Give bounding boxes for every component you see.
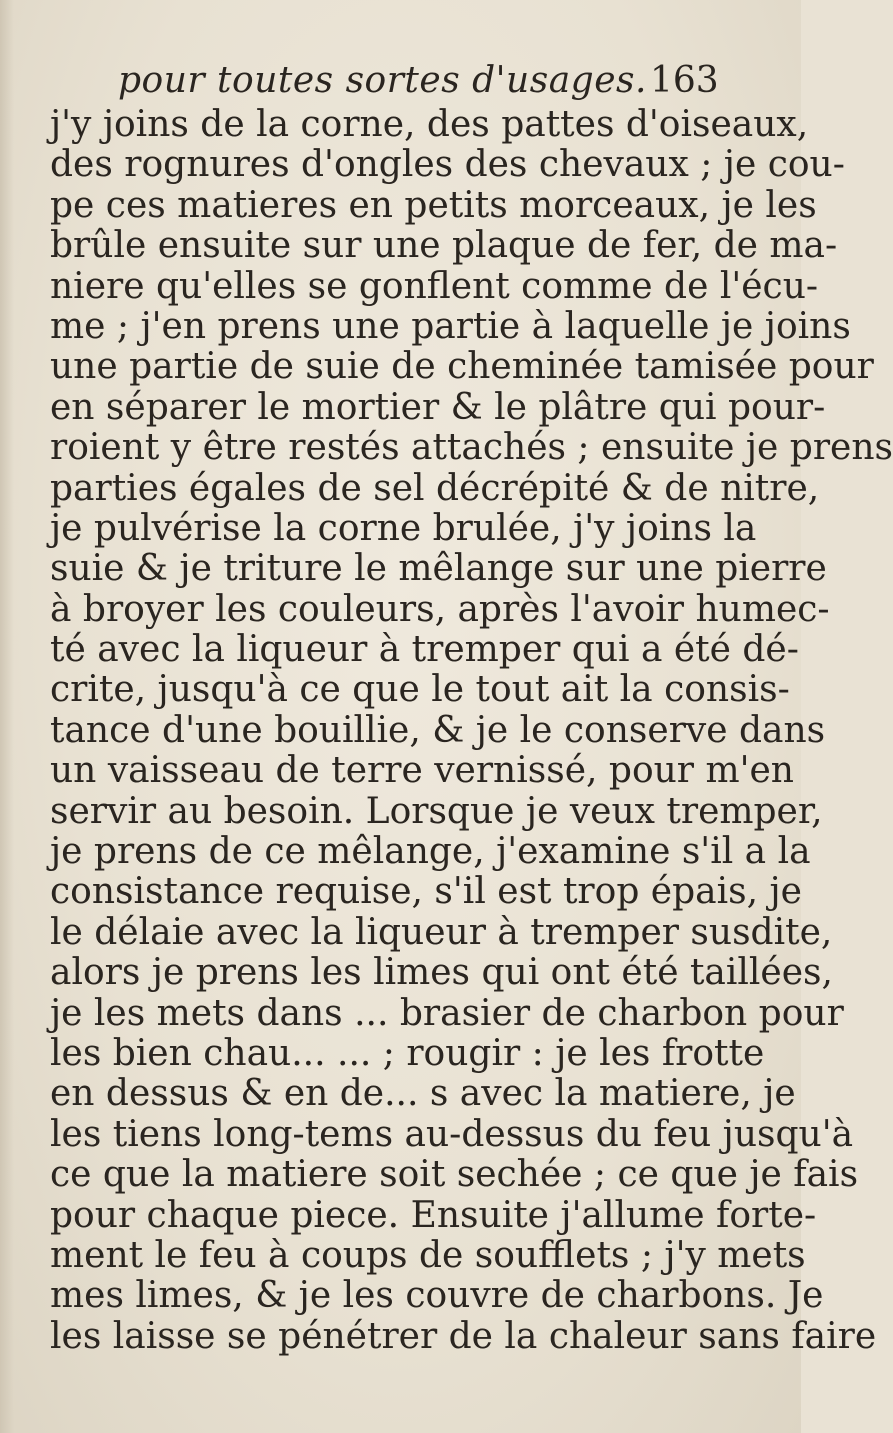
text-line: les tiens long-tems au-dessus du feu jusqu'à (50, 1113, 854, 1155)
text-line: les laisse se pénétrer de la chaleur sans faire (50, 1315, 877, 1357)
text-line: brûle ensuite sur une plaque de fer, de ma- (50, 225, 838, 267)
text-line: en dessus & en de... s avec la matiere, je (50, 1073, 796, 1115)
text-line: me ; j'en prens une partie à laquelle je joins (50, 305, 851, 347)
text-line: alors je prens les limes qui ont été taillées, (50, 952, 833, 994)
text-line: je prens de ce mêlange, j'examine s'il a la (50, 831, 811, 873)
text-line: un vaisseau de terre vernissé, pour m'en (50, 750, 794, 792)
text-line: des rognures d'ongles des chevaux ; je cou- (50, 144, 845, 186)
text-line: je pulvérise la corne brulée, j'y joins la (50, 507, 757, 549)
running-title: pour toutes sortes d'usages. (118, 60, 647, 101)
text-line: crite, jusqu'à ce que le tout ait la consis- (50, 669, 790, 711)
text-line: en séparer le mortier & le plâtre qui pour- (50, 386, 826, 428)
text-line: une partie de suie de cheminée tamisée pour (50, 346, 874, 388)
text-line: ce que la matiere soit sechée ; ce que je fais (50, 1154, 859, 1196)
page-header (0, 60, 801, 106)
text-line: té avec la liqueur à tremper qui a été dé- (50, 629, 799, 671)
text-line: niere qu'elles se gonflent comme de l'écu- (50, 265, 819, 307)
text-line: les bien chau... ... ; rougir : je les frotte (50, 1032, 765, 1074)
text-line: servir au besoin. Lorsque je veux tremper, (50, 790, 823, 832)
text-line: roient y être restés attachés ; ensuite je prens (50, 427, 893, 469)
page-gutter-shadow (0, 0, 14, 1433)
text-line: pour chaque piece. Ensuite j'allume forte- (50, 1194, 817, 1236)
page-number: 163 (650, 60, 719, 101)
text-line: le délaie avec la liqueur à tremper susdite, (50, 911, 833, 953)
text-line: j'y joins de la corne, des pattes d'oiseaux, (50, 104, 809, 145)
text-line: ment le feu à coups de soufflets ; j'y mets (50, 1234, 806, 1276)
text-line: je les mets dans ... brasier de charbon pour (50, 992, 844, 1034)
text-line: mes limes, & je les couvre de charbons. Je (50, 1275, 824, 1317)
text-line: consistance requise, s'il est trop épais, je (50, 871, 802, 913)
text-line: parties égales de sel décrépité & de nitre, (50, 467, 820, 509)
text-line: suie & je triture le mêlange sur une pierre (50, 548, 827, 590)
text-line: tance d'une bouillie, & je le conserve dans (50, 709, 826, 751)
text-line: pe ces matieres en petits morceaux, je les (50, 184, 817, 226)
text-line: à broyer les couleurs, après l'avoir humec- (50, 588, 830, 630)
body-text (50, 104, 893, 1357)
